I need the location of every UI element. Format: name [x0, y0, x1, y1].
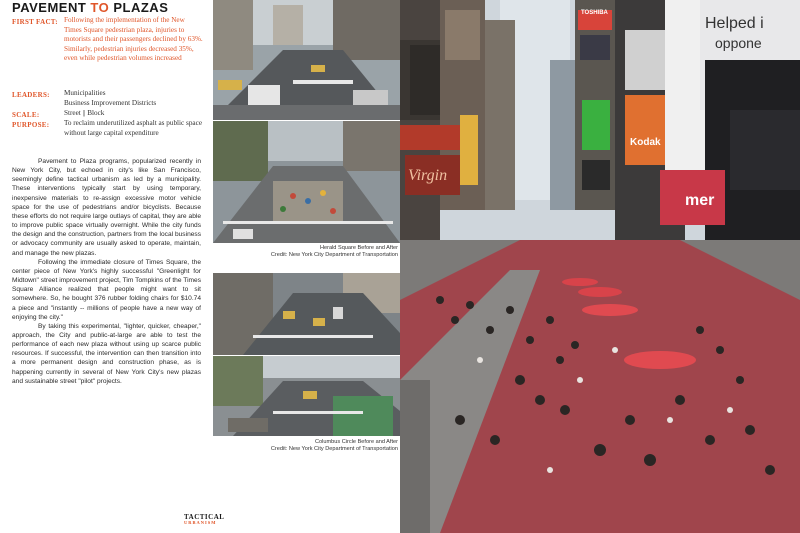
kodak-sign-text: Kodak: [630, 137, 661, 148]
body-paragraph: Pavement to Plaza programs, popularized recently in New York City, but echoed in city's like San Francisco, seemingly define tactical urbanism as led by a municipality. These interventions typically start by using temporary, inexpensive materials to re-assign excessive motor vehicle space for the use of pedestrians and/or bicyclists. Because these efforts do not require large outlays of capital, they are able to improve public space virtually overnight. While the city funds the design and the construction, partners from the local business or advocacy community are usually asked to operate, maintain, and manage the new plazas.: [12, 158, 201, 257]
virgin-sign-text: Virgin: [408, 167, 448, 184]
scale-text: Street || Block: [64, 109, 105, 117]
caption-credit: Credit: New York City Department of Transportation: [270, 252, 398, 259]
body-copy: [12, 157, 201, 386]
caption-credit: Credit: New York City Department of Transportation: [270, 446, 398, 453]
times-square-illustration: [400, 0, 800, 533]
caption-title: Herald Square Before and After: [319, 245, 398, 251]
first-fact-text: Following the implementation of the New Times Square pedestrian plaza, injuries to motorists and their passengers declined by 63%. Similarly, pedestrian injuries decreased 35%, even while pedestrian volumes increased: [64, 16, 203, 63]
toshiba-sign-text: TOSHIBA: [581, 10, 608, 16]
mer-sign-text: mer: [685, 192, 715, 209]
tactical-urbanism-logo: TACTICAL URBANISM: [184, 513, 225, 525]
body-paragraph: By taking this experimental, "lighter, quicker, cheaper," approach, the City and public-at-large are able to test the performance of each new plaza without using up scarce public resources. If successful, the intervention can then transition into a more permanent design and construction phase, as is happening currently in several of New York City's new plazas and sustainable street "pilot" projects.: [12, 322, 201, 385]
columbus-circle-after-photo: [213, 356, 400, 436]
herald-square-after-photo: [213, 121, 400, 243]
scale-label: SCALE:: [12, 111, 40, 119]
columbus-circle-before-photo: [213, 273, 400, 355]
leaders-text-1: Municipalities: [64, 89, 106, 97]
purpose-label: PURPOSE:: [12, 121, 50, 129]
columbus-circle-caption: [208, 439, 398, 453]
times-square-photo: [400, 0, 800, 533]
caption-title: Columbus Circle Before and After: [314, 439, 398, 445]
opponent-sign-text: oppone: [715, 35, 762, 51]
leaders-text-2: Business Improvement Districts: [64, 99, 157, 107]
first-fact-label: FIRST FACT:: [12, 18, 58, 26]
herald-square-before-photo: [213, 0, 400, 120]
herald-square-caption: [208, 245, 398, 259]
helped-sign-text: Helped i: [705, 15, 764, 32]
body-paragraph: Following the immediate closure of Times Square, the center piece of New York's highly successful "Greenlight for Midtown" street improvement project, Tim Tompkins of the Times Square Alliance realized that people might want to sit somewhere. So, he bought 376 rubber folding chairs for $10.74 a piece and "instantly -- millions of people have a new way of enjoying the city.": [12, 258, 201, 321]
leaders-label: LEADERS:: [12, 91, 50, 99]
page-title: PAVEMENT TO PLAZAS: [12, 0, 169, 15]
purpose-text: To reclaim underutilized asphalt as public space without large capital expenditure: [64, 119, 203, 137]
